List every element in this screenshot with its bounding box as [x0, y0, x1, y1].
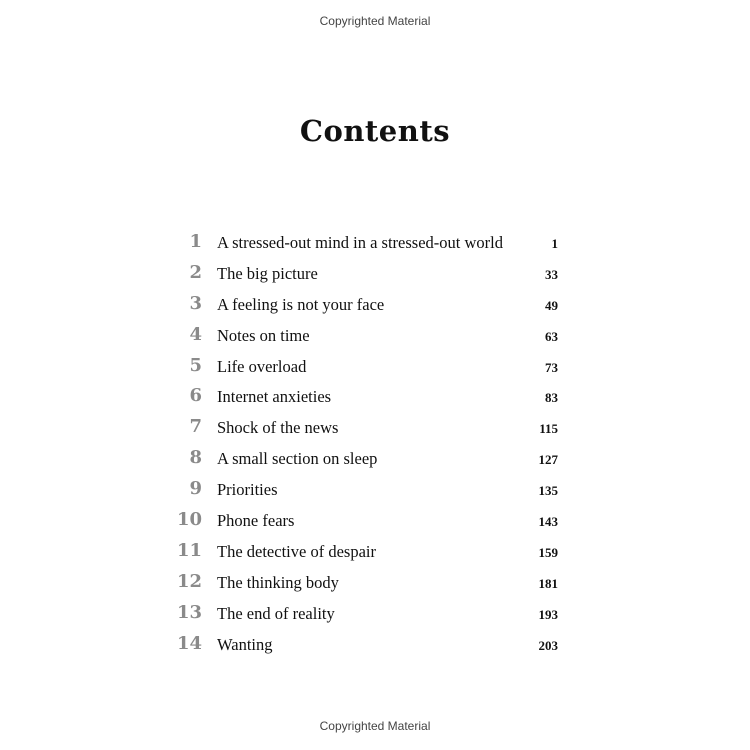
toc-entry[interactable] — [170, 231, 560, 262]
chapter-title: The detective of despair — [217, 541, 376, 561]
toc-entry[interactable] — [170, 385, 560, 416]
chapter-number: 6 — [189, 385, 202, 407]
page-number: 49 — [545, 297, 558, 313]
chapter-number: 10 — [176, 509, 202, 531]
chapter-number: 1 — [189, 231, 202, 252]
toc-entry[interactable] — [170, 293, 560, 324]
page-number: 63 — [545, 328, 558, 344]
toc-entry[interactable] — [170, 355, 560, 386]
chapter-number: 13 — [176, 601, 202, 623]
chapter-number: 14 — [176, 632, 202, 654]
toc-entry[interactable] — [170, 571, 560, 602]
toc-entry[interactable] — [170, 540, 560, 571]
page-number: 33 — [545, 266, 558, 282]
copyright-watermark-bottom: Copyrighted Material — [319, 719, 431, 733]
page-number: 181 — [538, 575, 558, 591]
chapter-number: 8 — [189, 447, 202, 469]
chapter-title: A stressed-out mind in a stressed-out world — [217, 233, 503, 252]
chapter-title: A small section on sleep — [217, 449, 378, 469]
toc-entry[interactable] — [170, 509, 560, 540]
page-number: 127 — [538, 452, 558, 468]
page-number: 159 — [538, 544, 558, 560]
chapter-number: 12 — [176, 570, 202, 592]
chapter-title: The thinking body — [217, 572, 339, 592]
chapter-title: Notes on time — [217, 325, 310, 345]
chapter-title: Internet anxieties — [217, 387, 332, 407]
chapter-title: Phone fears — [217, 511, 295, 531]
chapter-number: 9 — [189, 478, 202, 500]
toc-entry[interactable] — [170, 633, 560, 664]
chapter-number: 5 — [189, 354, 202, 376]
toc-entry[interactable] — [170, 416, 560, 447]
page-number: 135 — [538, 483, 558, 499]
chapter-number: 3 — [189, 292, 202, 314]
toc-entry[interactable] — [170, 324, 560, 355]
page-number: 73 — [545, 359, 558, 375]
chapter-title: Priorities — [217, 480, 278, 500]
page-number: 193 — [538, 606, 558, 622]
chapter-title: A feeling is not your face — [217, 294, 385, 314]
page-number: 203 — [538, 637, 558, 653]
page-number: 115 — [539, 421, 558, 437]
page-number: 83 — [545, 390, 558, 406]
chapter-title: The end of reality — [217, 603, 335, 623]
chapter-title: Wanting — [217, 634, 273, 654]
toc-entry[interactable] — [170, 602, 560, 633]
chapter-number: 11 — [176, 539, 202, 561]
toc-entry[interactable] — [170, 447, 560, 478]
chapter-title: Shock of the news — [217, 418, 339, 438]
toc-entry[interactable] — [170, 262, 560, 293]
table-of-contents — [170, 231, 560, 663]
page-number: 1 — [551, 236, 558, 251]
toc-entry[interactable] — [170, 478, 560, 509]
chapter-number: 4 — [189, 323, 202, 345]
chapter-title: Life overload — [217, 356, 307, 376]
chapter-number: 2 — [189, 261, 202, 283]
page-title: Contents — [299, 114, 451, 148]
page-number: 143 — [538, 514, 558, 530]
chapter-number: 7 — [189, 416, 202, 438]
copyright-watermark-top: Copyrighted Material — [319, 14, 431, 28]
chapter-title: The big picture — [217, 263, 318, 283]
